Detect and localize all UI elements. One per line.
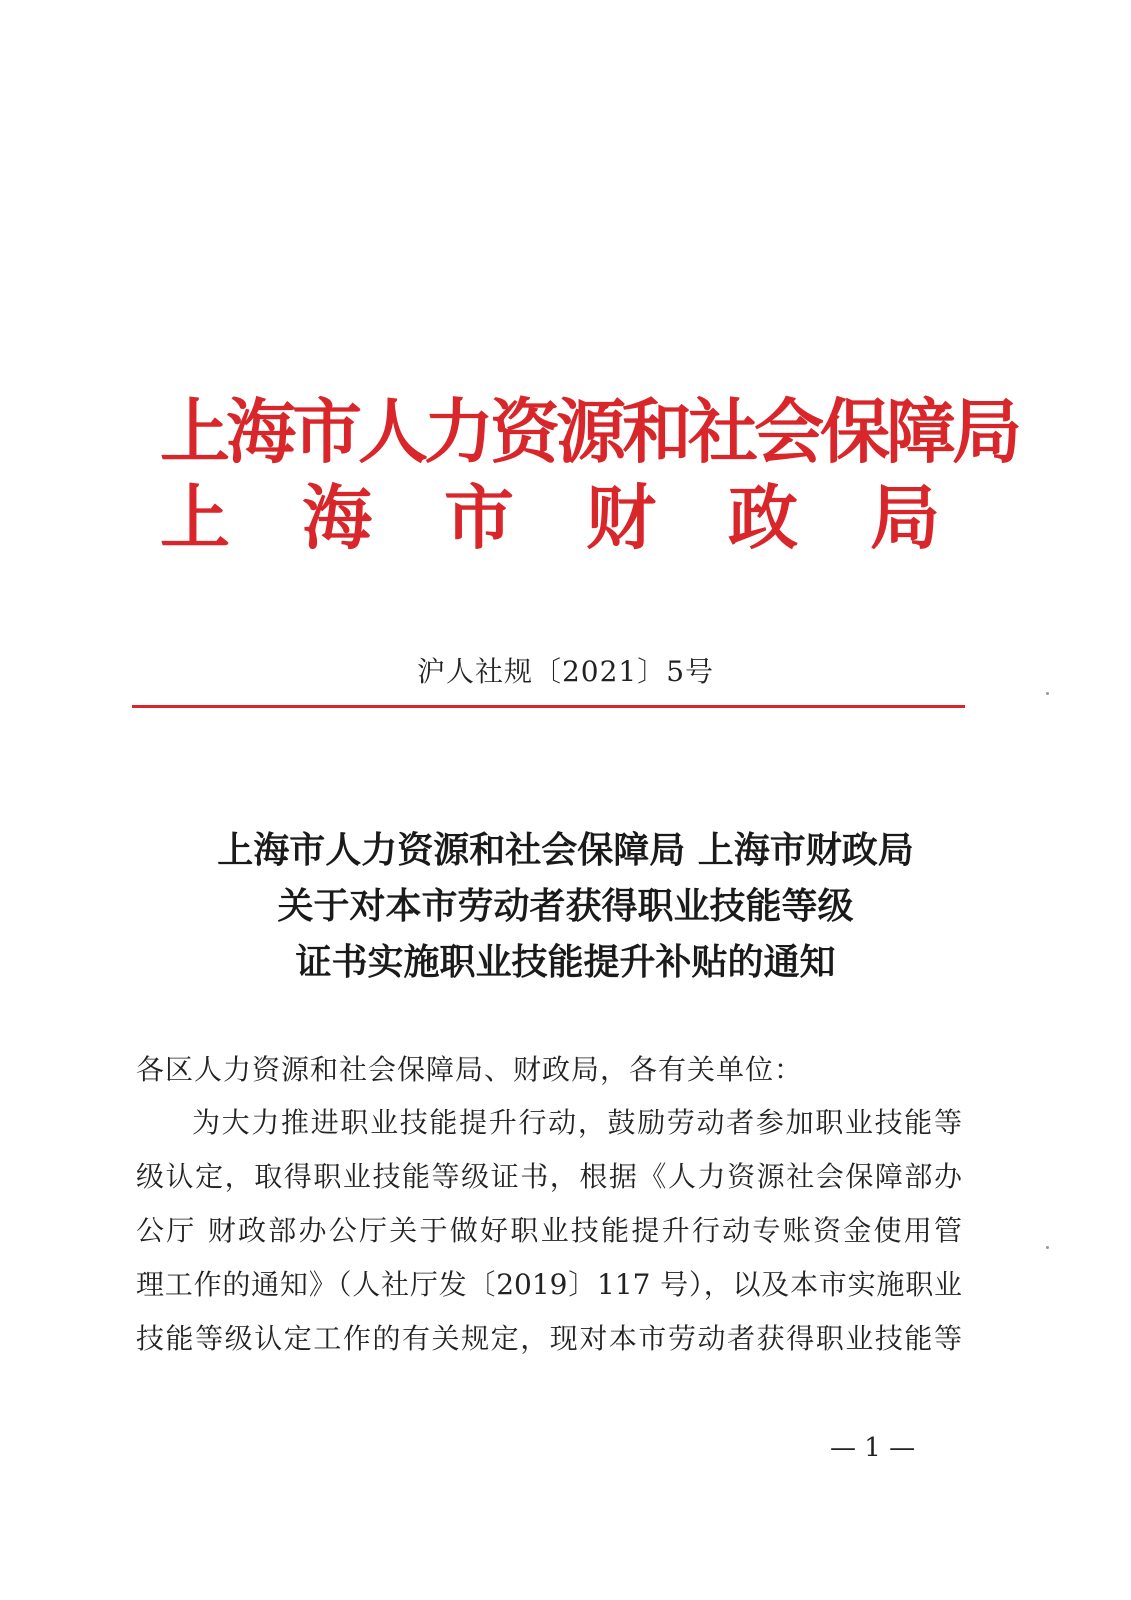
red-separator-line (132, 705, 965, 708)
body-text-line: 级认定，取得职业技能等级证书，根据《人力资源社会保障部办 (136, 1160, 962, 1193)
scan-speck (1046, 692, 1049, 695)
page-number: — 1 — (830, 1433, 916, 1463)
document-number: 沪人社规〔2021〕5号 (416, 655, 715, 688)
issuer-char: 局 (870, 476, 940, 559)
issuer-char: 上 (160, 476, 230, 559)
document-title-line-2: 关于对本市劳动者获得职业技能等级 (277, 885, 854, 927)
issuer-name-finance-bureau (160, 478, 940, 558)
issuer-char: 海 (302, 476, 372, 559)
body-text-line: 公厅 财政部办公厅关于做好职业技能提升行动专账资金使用管 (136, 1214, 962, 1247)
issuer-char: 市 (444, 476, 514, 559)
issuer-char: 政 (728, 476, 798, 559)
document-title-line-1: 上海市人力资源和社会保障局 上海市财政局 (217, 829, 914, 871)
body-text-line: 为大力推进职业技能提升行动，鼓励劳动者参加职业技能等 (192, 1106, 962, 1139)
body-text-line: 技能等级认定工作的有关规定，现对本市劳动者获得职业技能等 (136, 1322, 962, 1355)
body-text-line: 理工作的通知》（人社厅发〔2019〕117 号），以及本市实施职业 (136, 1268, 962, 1301)
document-title-line-3: 证书实施职业技能提升补贴的通知 (295, 941, 836, 983)
issuer-char: 财 (586, 476, 656, 559)
scan-speck (1046, 1246, 1049, 1249)
issuer-name-hr-bureau: 上海市人力资源和社会保障局 (160, 390, 1018, 473)
salutation: 各区人力资源和社会保障局、财政局，各有关单位： (136, 1053, 804, 1086)
